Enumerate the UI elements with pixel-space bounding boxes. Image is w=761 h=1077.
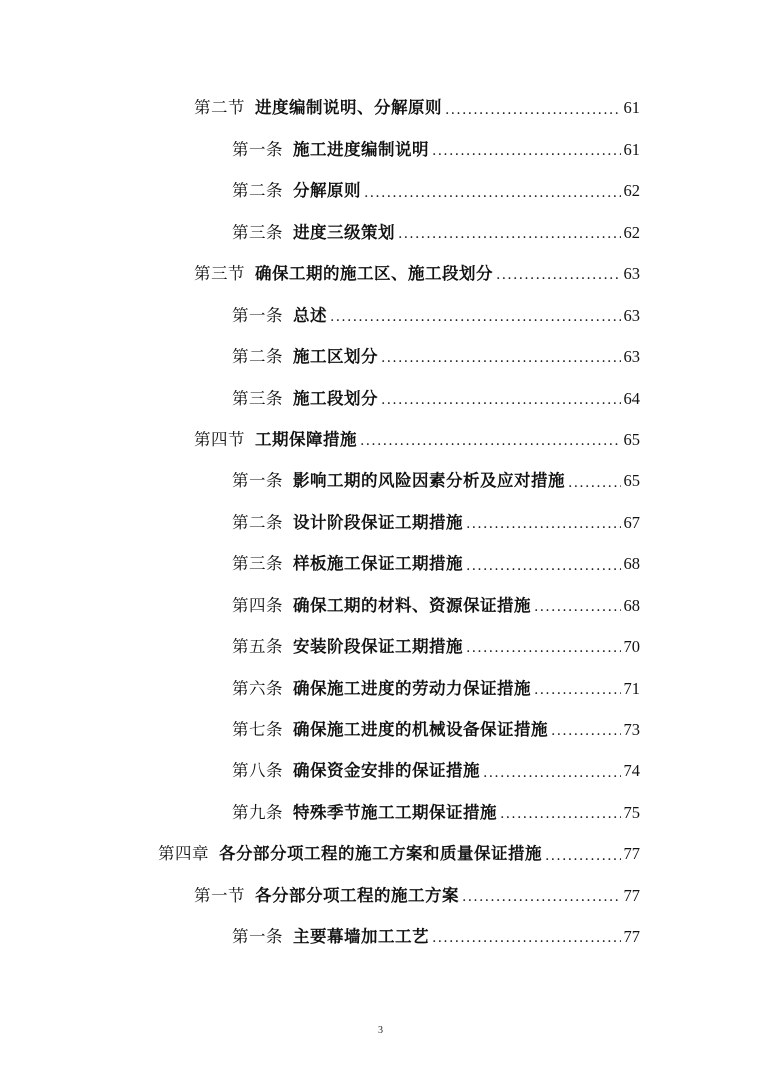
toc-entry[interactable] [0,834,640,875]
toc-entry-number: 第七条 [232,720,283,740]
toc-dot-leader [500,807,621,821]
toc-entry[interactable] [0,420,640,461]
toc-entry-title: 确保工期的材料、资源保证措施 [293,595,531,615]
toc-entry-number: 第三条 [232,222,283,242]
toc-entry-page: 77 [623,885,640,905]
toc-entry-title: 分解原则 [293,181,361,201]
toc-entry-title: 施工进度编制说明 [293,139,429,159]
toc-dot-leader [551,724,621,738]
toc-entry-number: 第二节 [194,98,245,118]
toc-entry[interactable] [0,544,640,585]
toc-entry-page: 67 [623,512,640,532]
toc-dot-leader [432,144,621,158]
toc-dot-leader [445,103,621,117]
toc-entry[interactable] [0,751,640,792]
toc-entry[interactable] [0,337,640,378]
toc-entry[interactable] [0,502,640,543]
toc-entry-title: 施工段划分 [293,388,378,408]
toc-entry[interactable] [0,710,640,751]
toc-entry[interactable] [0,212,640,253]
toc-dot-leader [466,559,621,573]
toc-entry-page: 65 [623,429,640,449]
page-number: 3 [378,1025,383,1036]
toc-entry-number: 第八条 [232,761,283,781]
toc-entry-number: 第一节 [194,885,245,905]
toc-entry-number: 第四章 [158,844,209,864]
toc-entry-page: 64 [623,388,640,408]
toc-entry-title: 设计阶段保证工期措施 [293,512,463,532]
toc-entry-number: 第四节 [194,429,245,449]
toc-entry[interactable] [0,917,640,958]
toc-dot-leader [534,600,621,614]
toc-entry-title: 各分部分项工程的施工方案 [255,885,459,905]
toc-entry[interactable] [0,129,640,170]
toc-entry[interactable] [0,627,640,668]
toc-entry-title: 工期保障措施 [255,429,357,449]
toc-entry-title: 确保资金安排的保证措施 [293,761,480,781]
toc-entry-number: 第九条 [232,802,283,822]
toc-entry-page: 73 [623,720,640,740]
toc-entry-page: 68 [623,554,640,574]
toc-dot-leader [466,641,621,655]
toc-entry[interactable] [0,585,640,626]
toc-entry-page: 75 [623,802,640,822]
toc-entry-page: 70 [623,637,640,657]
toc-entry-number: 第三节 [194,264,245,284]
toc-entry-title: 主要幕墙加工工艺 [293,927,429,947]
toc-entry-title: 确保工期的施工区、施工段划分 [255,264,493,284]
toc-dot-leader [466,517,621,531]
toc-dot-leader [330,310,621,324]
toc-entry-number: 第一条 [232,471,283,491]
toc-entry-number: 第一条 [232,927,283,947]
toc-entry-page: 63 [623,305,640,325]
toc-entry-number: 第五条 [232,637,283,657]
toc-entry-title: 确保施工进度的机械设备保证措施 [293,720,548,740]
toc-entry-title: 确保施工进度的劳动力保证措施 [293,678,531,698]
toc-entry-number: 第三条 [232,554,283,574]
toc-entry-number: 第六条 [232,678,283,698]
toc-entry[interactable] [0,461,640,502]
toc-entry-page: 61 [623,139,640,159]
toc-entry-page: 63 [623,264,640,284]
toc-dot-leader [398,227,621,241]
toc-entry[interactable] [0,668,640,709]
toc-entry-number: 第二条 [232,347,283,367]
toc-entry-page: 65 [623,471,640,491]
toc-entry-page: 62 [623,222,640,242]
toc-entry-page: 63 [623,347,640,367]
toc-entry-page: 77 [623,844,640,864]
toc-entry-page: 68 [623,595,640,615]
toc-dot-leader [483,766,621,780]
toc-entry-page: 77 [623,927,640,947]
toc-entry[interactable] [0,88,640,129]
toc-entry[interactable] [0,875,640,916]
toc-entry-title: 各分部分项工程的施工方案和质量保证措施 [219,844,542,864]
toc-dot-leader [496,268,621,282]
toc-dot-leader [545,849,621,863]
toc-dot-leader [462,890,621,904]
toc-entry-title: 进度三级策划 [293,222,395,242]
toc-entry-page: 61 [623,98,640,118]
toc-entry-title: 特殊季节施工工期保证措施 [293,802,497,822]
toc-entry-number: 第三条 [232,388,283,408]
toc-entry-number: 第一条 [232,305,283,325]
toc-dot-leader [381,393,621,407]
toc-entry-title: 施工区划分 [293,347,378,367]
toc-entry-page: 74 [623,761,640,781]
table-of-contents [0,88,761,958]
toc-entry[interactable] [0,378,640,419]
toc-dot-leader [534,683,621,697]
toc-dot-leader [364,186,621,200]
toc-entry-title: 总述 [293,305,327,325]
toc-entry[interactable] [0,254,640,295]
toc-entry[interactable] [0,171,640,212]
toc-entry-number: 第二条 [232,181,283,201]
toc-dot-leader [432,931,621,945]
toc-dot-leader [381,351,621,365]
toc-entry-page: 71 [623,678,640,698]
toc-entry-title: 进度编制说明、分解原则 [255,98,442,118]
toc-entry-title: 样板施工保证工期措施 [293,554,463,574]
toc-entry-page: 62 [623,181,640,201]
toc-entry[interactable] [0,792,640,833]
toc-entry[interactable] [0,295,640,336]
toc-dot-leader [568,476,621,490]
toc-entry-title: 安装阶段保证工期措施 [293,637,463,657]
toc-entry-number: 第二条 [232,512,283,532]
toc-dot-leader [360,434,621,448]
toc-entry-number: 第四条 [232,595,283,615]
toc-entry-number: 第一条 [232,139,283,159]
toc-entry-title: 影响工期的风险因素分析及应对措施 [293,471,565,491]
